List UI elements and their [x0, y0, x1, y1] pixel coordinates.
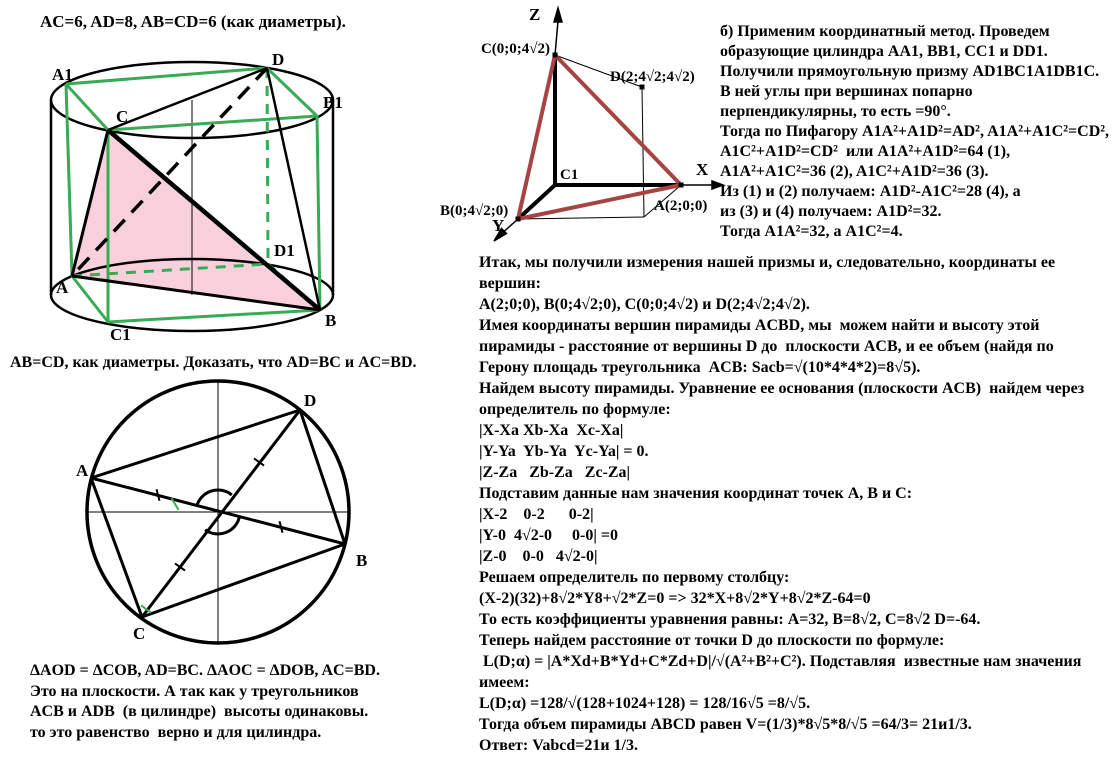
- solution-part-b-text: [720, 22, 1118, 242]
- label-c: C: [116, 107, 129, 126]
- circle-problem-title: AB=CD, как диаметры. Доказать, что AD=BC и AC=BD.: [10, 354, 417, 371]
- z-axis-extension: [555, 21, 558, 55]
- text-line: ACB и ADB (в цилиндре) высоты одинаковы.: [30, 703, 369, 720]
- label-point-c: C(0;0;4√2): [480, 41, 550, 57]
- prism-edge-dd1-hidden: [267, 68, 268, 264]
- point-d-marker: [640, 85, 645, 90]
- text-line: Итак, мы получили измерения нашей призмы и, следовательно, координаты ее: [479, 254, 1056, 271]
- prism-edge-ca1: [66, 84, 108, 130]
- text-line: Это на плоскости. А так как у треугольников: [30, 682, 359, 700]
- cylinder-figure: [28, 52, 358, 352]
- coordinate-axes-figure: [438, 3, 730, 251]
- text-line: Герону площадь треугольника ACB: Sacb=√(10*4*4*2)=8√5).: [479, 359, 921, 376]
- label-point-a: A(2;0;0): [654, 198, 708, 214]
- text-line: образующие цилиндра AA1, BB1, CC1 и DD1.: [720, 43, 1048, 60]
- text-line: Подставим данные нам значения координат точек A, B и C:: [479, 485, 913, 502]
- chord-db: [300, 410, 345, 544]
- text-line: б) Применим координатный метод. Проведем: [720, 23, 1050, 40]
- text-line: L(D;α) = |A*Xd+B*Yd+C*Zd+D|/√(A²+B²+C²). Подставляя известные нам значения: [479, 653, 1082, 670]
- line-d-projection: [642, 87, 644, 217]
- label-a: A: [56, 278, 69, 297]
- point-c-marker: [553, 53, 558, 58]
- text-line: то это равенство верно и для цилиндра.: [30, 723, 322, 741]
- text-line: имеем:: [479, 674, 530, 691]
- point-a-marker: [679, 183, 684, 188]
- text-line: A1A²+A1C²=36 (2), A1C²+A1D²=36 (3).: [720, 163, 989, 180]
- prism-edge-a1d: [66, 68, 267, 84]
- label-point-c1: C1: [560, 167, 579, 183]
- label-circle-b: B: [356, 551, 368, 570]
- text-line: Имея координаты вершин пирамиды ACBD, мы можем найти и высоту этой: [479, 317, 1040, 334]
- text-line: |Z-0 0-0 4√2-0|: [479, 548, 598, 565]
- diameter-cd: [142, 410, 300, 617]
- text-line: |Y-0 4√2-0 0-0| =0: [479, 527, 619, 544]
- label-circle-a: A: [76, 461, 89, 480]
- text-line: пирамиды - расстояние от вершины D до плоскости ACB, и ее объем (найдя по: [479, 338, 1054, 355]
- text-line: В ней углы при вершинах попарно: [720, 83, 973, 100]
- text-line: То есть коэффициенты уравнения равны: A=32, B=8√2, C=8√2 D=-64.: [479, 611, 981, 628]
- prism-edge-b1b: [317, 116, 320, 310]
- label-circle-c: C: [133, 624, 146, 643]
- text-line: Теперь найдем расстояние от точки D до плоскости по формуле:: [479, 632, 945, 649]
- text-line: |Y-Ya Yb-Ya Yc-Ya| = 0.: [479, 443, 649, 460]
- solution-main-text: [479, 252, 1118, 756]
- text-line: Ответ: Vabcd=21и 1/3.: [479, 737, 638, 754]
- text-line: A(2;0;0), B(0;4√2;0), C(0;0;4√2) и D(2;4√2;4√2).: [479, 296, 810, 313]
- text-line: перпендикулярны, то есть =90°.: [720, 103, 951, 120]
- label-circle-d: D: [304, 391, 317, 410]
- text-line: L(D;α) =128/√(128+1024+128) = 128/16√5 =8/√5.: [479, 695, 811, 712]
- label-x-axis: X: [696, 160, 709, 179]
- label-b1: B1: [323, 93, 343, 112]
- text-line: определитель по формуле:: [479, 401, 671, 418]
- circle-figure: [73, 378, 373, 656]
- text-line: Тогда A1A²=32, а A1C²=4.: [720, 223, 903, 240]
- prism-edge-a1a: [66, 84, 72, 276]
- text-line: (X-2)(32)+8√2*Y8+√2*Z=0 => 32*X+8√2*Y+8√2*Z-64=0: [479, 590, 871, 607]
- z-axis-arrowhead-icon: [554, 8, 562, 22]
- chord-bc: [142, 544, 345, 617]
- text-line: A1C²+A1D²=CD² или A1A²+A1D²=64 (1),: [720, 143, 1011, 160]
- text-line: Тогда объем пирамиды ABCD равен V=(1/3)*8√5*8/√5 =64/3= 21и1/3.: [479, 716, 972, 733]
- point-b-marker: [516, 217, 521, 222]
- label-c1: C1: [110, 325, 131, 344]
- text-line: Получили прямоугольную призму AD1BC1A1DB1C.: [720, 63, 1100, 80]
- cylinder-condition-title: AC=6, AD=8, AB=CD=6 (как диаметры).: [40, 12, 346, 31]
- label-d1: D1: [274, 241, 295, 260]
- text-line: вершин:: [479, 275, 541, 292]
- label-b: B: [325, 311, 337, 330]
- text-line: ΔAOD = ΔCOB, AD=BC. ΔAOC = ΔDOB, AC=BD.: [30, 662, 380, 679]
- text-line: |Z-Za Zb-Za Zc-Za|: [479, 464, 631, 481]
- label-y-axis: Y: [492, 216, 505, 235]
- label-z-axis: Z: [529, 5, 541, 24]
- prism-edge-db1: [267, 68, 317, 116]
- text-line: |X-2 0-2 0-2|: [479, 506, 594, 523]
- plane-proof-text: [30, 661, 380, 743]
- red-edge-cb: [518, 55, 555, 219]
- label-d: D: [272, 52, 285, 69]
- text-line: Решаем определитель по первому столбцу:: [479, 569, 790, 586]
- text-line: Тогда по Пифагору A1A²+A1D²=AD², A1A²+A1C²=CD²,: [720, 123, 1110, 140]
- text-line: из (3) и (4) получаем: A1D²=32.: [720, 203, 942, 220]
- label-point-b: B(0;4√2;0): [440, 203, 509, 219]
- text-line: Найдем высоту пирамиды. Уравнение ее основания (плоскости ACB) найдем через: [479, 380, 1085, 397]
- text-line: |X-Xa Xb-Xa Xc-Xa|: [479, 422, 624, 439]
- text-line: Из (1) и (2) получаем: A1D²-A1C²=28 (4), а: [720, 183, 1021, 200]
- label-a1: A1: [52, 65, 73, 84]
- line-b-to-projection: [518, 217, 644, 219]
- label-point-d: D(2;4√2;4√2): [610, 69, 695, 85]
